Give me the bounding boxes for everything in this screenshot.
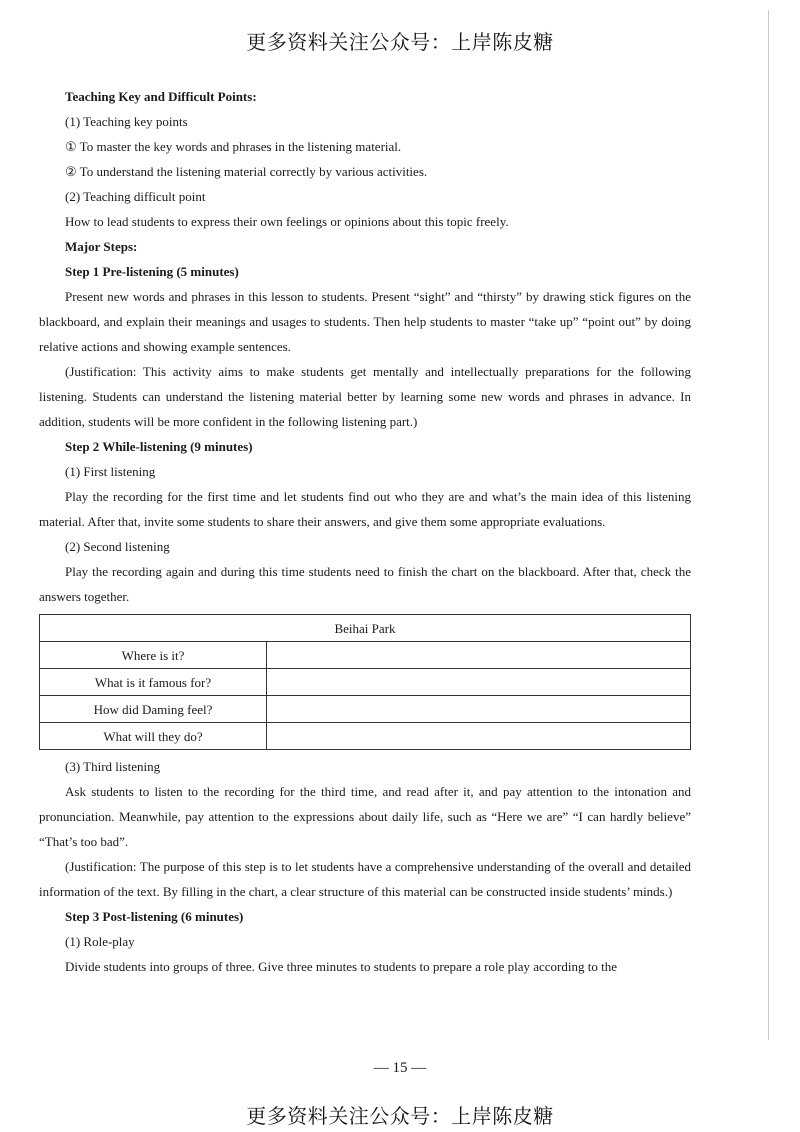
key-point-1: ① To master the key words and phrases in the listening material. (65, 139, 402, 154)
chart-question: How did Daming feel? (40, 696, 267, 723)
chart-row (40, 723, 691, 750)
key-points-subheading: (1) Teaching key points (65, 114, 188, 129)
step1-justification: (Justification: This activity aims to make students get mentally and intellectually preparations for the following listening. Students can understand the listening material better by learning some new words and phrases in advance. In addition, students will be more confident in the following listening part.) (39, 364, 691, 429)
roleplay-paragraph: Divide students into groups of three. Give three minutes to students to prepare a role play according to the (65, 959, 617, 974)
chart-row (40, 696, 691, 723)
major-steps-heading: Major Steps: (65, 239, 138, 254)
first-listening-heading: (1) First listening (65, 464, 156, 479)
chart-question: Where is it? (40, 642, 267, 669)
chart-row (40, 642, 691, 669)
bottom-banner: 更多资料关注公众号：上岸陈皮糖 (246, 1104, 554, 1128)
step2-justification: (Justification: The purpose of this step is to let students have a comprehensive understanding of the overall and detailed information of the text. By filling in the chart, a clear structure of this material can be constructed inside students’ minds.) (39, 859, 691, 899)
roleplay-heading: (1) Role-play (65, 934, 135, 949)
chart-title: Beihai Park (40, 615, 691, 642)
chart-answer-cell (267, 723, 691, 750)
step1-paragraph: Present new words and phrases in this lesson to students. Present “sight” and “thirsty” by drawing stick figures on the blackboard, and explain their meanings and usages to students. Then help students to master “take up” “point out” by doing relative actions and showing example sentences. (39, 289, 691, 354)
second-listening-paragraph: Play the recording again and during this time students need to finish the chart on the blackboard. After that, check the answers together. (39, 564, 691, 604)
chart-title-row (40, 615, 691, 642)
document-body (39, 84, 691, 979)
first-listening-paragraph: Play the recording for the first time and let students find out who they are and what’s the main idea of this listening material. After that, invite some students to share their answers, and give them some appropriate evaluations. (39, 489, 691, 529)
page-number: — 15 — (373, 1060, 427, 1076)
key-point-2: ② To understand the listening material correctly by various activities. (65, 164, 428, 179)
third-listening-heading: (3) Third listening (65, 759, 161, 774)
chart-question: What is it famous for? (40, 669, 267, 696)
chart-row (40, 669, 691, 696)
key-points-heading: Teaching Key and Difficult Points: (65, 89, 257, 104)
scan-edge-line (768, 10, 769, 1040)
beihai-park-chart (39, 614, 691, 750)
chart-answer-cell (267, 669, 691, 696)
chart-answer-cell (267, 642, 691, 669)
difficult-point-subheading: (2) Teaching difficult point (65, 189, 206, 204)
second-listening-heading: (2) Second listening (65, 539, 170, 554)
chart-question: What will they do? (40, 723, 267, 750)
difficult-point-text: How to lead students to express their own feelings or opinions about this topic freely. (65, 214, 509, 229)
chart-answer-cell (267, 696, 691, 723)
step1-heading: Step 1 Pre-listening (5 minutes) (65, 264, 239, 279)
third-listening-paragraph: Ask students to listen to the recording for the third time, and read after it, and pay attention to the intonation and pronunciation. Meanwhile, pay attention to the expressions about daily life, such as “Here we are” “I can hardly believe” “That’s too bad”. (39, 784, 691, 849)
top-banner: 更多资料关注公众号：上岸陈皮糖 (246, 30, 554, 54)
step3-heading: Step 3 Post-listening (6 minutes) (65, 909, 244, 924)
step2-heading: Step 2 While-listening (9 minutes) (65, 439, 253, 454)
